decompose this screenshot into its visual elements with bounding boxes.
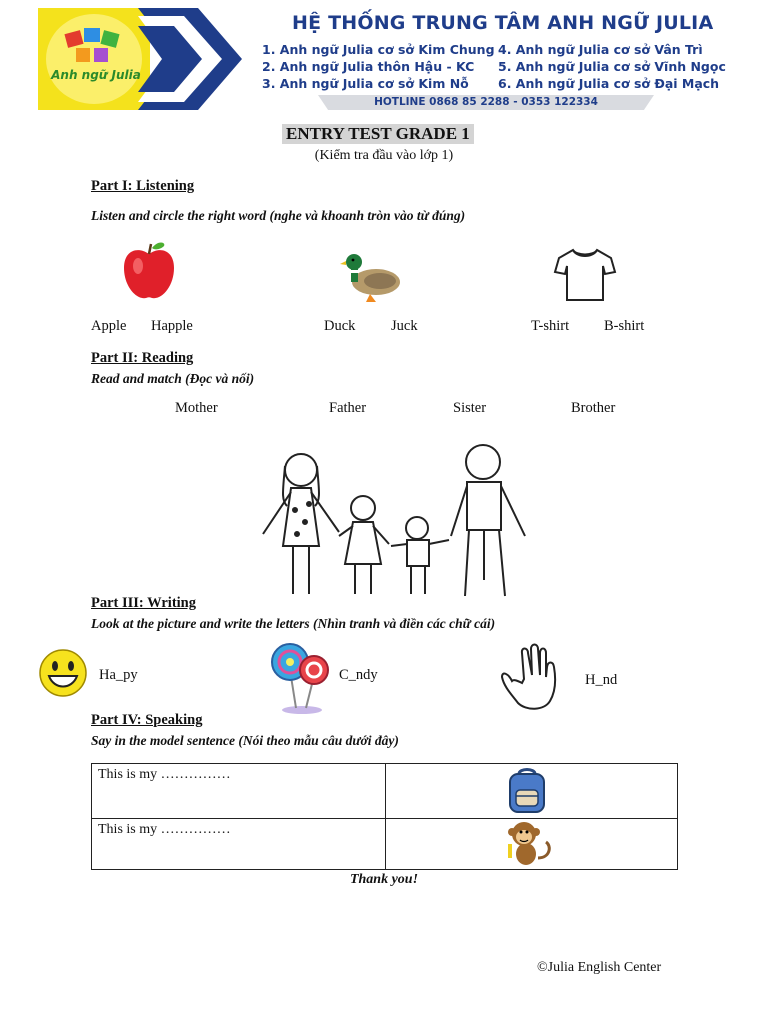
fill-in-word[interactable]: C_ndy bbox=[339, 667, 378, 683]
branch-4: 4. Anh ngữ Julia cơ sở Vân Trì bbox=[498, 42, 703, 57]
part2-instruction: Read and match (Đọc và nối) bbox=[91, 371, 255, 386]
part3-instruction: Look at the picture and write the letters (Nhìn tranh và điền các chữ cái) bbox=[91, 616, 496, 631]
chevron-banner-icon bbox=[138, 8, 248, 110]
smiley-icon bbox=[38, 648, 88, 698]
logo-text: Anh ngữ Julia bbox=[51, 68, 141, 82]
family-icon bbox=[255, 440, 535, 602]
sentence-cell[interactable]: This is my …………… bbox=[92, 819, 386, 870]
match-word[interactable]: Mother bbox=[175, 400, 218, 416]
part2-heading: Part II: Reading bbox=[91, 350, 194, 366]
page-title: ENTRY TEST GRADE 1 bbox=[282, 124, 474, 144]
candy-icon bbox=[270, 640, 334, 716]
word-option[interactable]: Happle bbox=[151, 318, 193, 334]
sentence-cell[interactable]: This is my …………… bbox=[92, 764, 386, 819]
word-option[interactable]: Juck bbox=[391, 318, 418, 334]
part4-heading: Part IV: Speaking bbox=[91, 712, 203, 728]
word-option[interactable]: Duck bbox=[324, 318, 356, 334]
table-row bbox=[92, 819, 678, 870]
copyright-footer: ©Julia English Center bbox=[537, 960, 662, 975]
center-logo bbox=[38, 8, 150, 110]
word-option[interactable]: Apple bbox=[91, 318, 127, 334]
branch-6: 6. Anh ngữ Julia cơ sở Đại Mạch bbox=[498, 76, 720, 91]
apple-icon bbox=[120, 240, 178, 302]
table-row bbox=[92, 764, 678, 819]
word-option[interactable]: B-shirt bbox=[604, 318, 645, 334]
branch-2: 2. Anh ngữ Julia thôn Hậu - KC bbox=[262, 59, 475, 74]
hand-icon bbox=[498, 643, 568, 713]
duck-icon bbox=[340, 248, 404, 306]
page-subtitle: (Kiểm tra đầu vào lớp 1) bbox=[314, 148, 454, 163]
center-system-title: HỆ THỐNG TRUNG TÂM ANH NGỮ JULIA bbox=[292, 12, 714, 34]
speaking-table bbox=[91, 763, 678, 870]
logo-blocks-icon bbox=[64, 26, 124, 70]
part3-heading: Part III: Writing bbox=[91, 595, 196, 611]
thank-you-text: Thank you! bbox=[349, 872, 419, 887]
monkey-icon bbox=[504, 818, 554, 868]
part1-instruction: Listen and circle the right word (nghe và khoanh tròn vào từ đúng) bbox=[91, 208, 466, 223]
match-word[interactable]: Brother bbox=[571, 400, 616, 416]
backpack-icon bbox=[504, 766, 550, 814]
tshirt-icon bbox=[553, 246, 617, 304]
match-word[interactable]: Sister bbox=[453, 400, 487, 416]
match-word[interactable]: Father bbox=[329, 400, 367, 416]
fill-in-word[interactable]: Ha_py bbox=[99, 667, 138, 683]
branch-3: 3. Anh ngữ Julia cơ sở Kim Nỗ bbox=[262, 76, 469, 91]
part4-instruction: Say in the model sentence (Nói theo mẫu câu dưới đây) bbox=[91, 733, 399, 748]
hotline: HOTLINE 0868 85 2288 - 0353 122334 bbox=[374, 96, 598, 108]
word-option[interactable]: T-shirt bbox=[531, 318, 570, 334]
branch-5: 5. Anh ngữ Julia cơ sở Vĩnh Ngọc bbox=[498, 59, 726, 74]
fill-in-word[interactable]: H_nd bbox=[585, 672, 618, 688]
part1-heading: Part I: Listening bbox=[91, 178, 195, 194]
branch-1: 1. Anh ngữ Julia cơ sở Kim Chung bbox=[262, 42, 495, 57]
